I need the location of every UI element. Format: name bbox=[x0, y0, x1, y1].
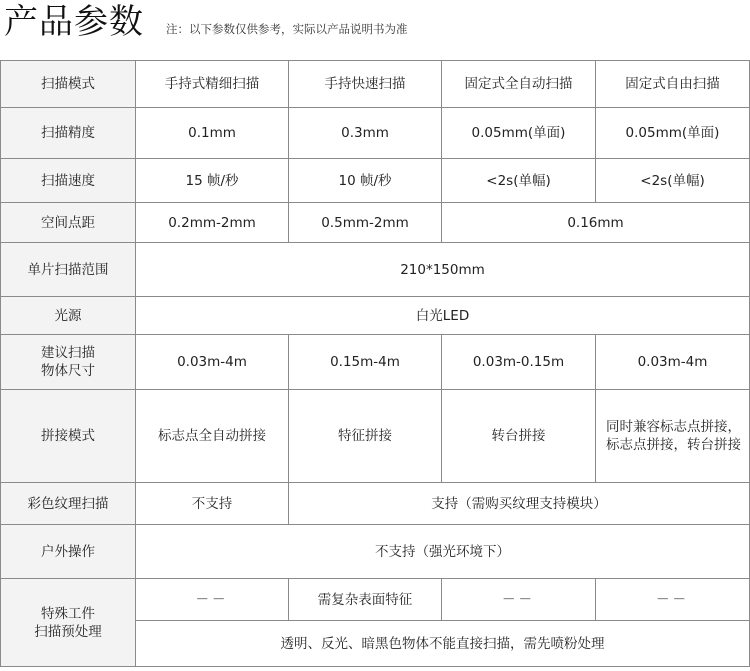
stitch-cell: 特征拼接 bbox=[289, 390, 442, 483]
object-size-cell: 0.03m-4m bbox=[136, 335, 289, 390]
row-label-outdoor: 户外操作 bbox=[1, 525, 136, 579]
row-label-stitch: 拼接模式 bbox=[1, 390, 136, 483]
mode-cell: 手持式精细扫描 bbox=[136, 61, 289, 108]
row-label-mode: 扫描模式 bbox=[1, 61, 136, 108]
outdoor-cell: 不支持（强光环境下） bbox=[136, 525, 750, 579]
row-label-speed: 扫描速度 bbox=[1, 159, 136, 203]
object-size-cell: 0.15m-4m bbox=[289, 335, 442, 390]
mode-cell: 固定式全自动扫描 bbox=[442, 61, 596, 108]
light-source-cell: 白光LED bbox=[136, 297, 750, 335]
special-cell: 需复杂表面特征 bbox=[289, 579, 442, 621]
stitch-cell: 同时兼容标志点拼接， 标志点拼接，转台拼接 bbox=[596, 390, 750, 483]
table-row-special bbox=[1, 579, 750, 621]
table-row-point-spacing bbox=[1, 203, 750, 243]
table-row-outdoor bbox=[1, 525, 750, 579]
precision-cell: 0.05mm(单面) bbox=[596, 108, 750, 159]
row-label-scan-range: 单片扫描范围 bbox=[1, 243, 136, 297]
mode-cell: 手持快速扫描 bbox=[289, 61, 442, 108]
special-cell: －－ bbox=[442, 579, 596, 621]
table-row-light-source bbox=[1, 297, 750, 335]
table-row-speed bbox=[1, 159, 750, 203]
point-spacing-cell: 0.16mm bbox=[442, 203, 750, 243]
stitch-cell: 标志点全自动拼接 bbox=[136, 390, 289, 483]
precision-cell: 0.1mm bbox=[136, 108, 289, 159]
speed-cell: 10 帧/秒 bbox=[289, 159, 442, 203]
row-label-texture: 彩色纹理扫描 bbox=[1, 483, 136, 525]
special-note-cell: 透明、反光、暗黑色物体不能直接扫描，需先喷粉处理 bbox=[136, 621, 750, 667]
scan-range-cell: 210*150mm bbox=[136, 243, 750, 297]
special-cell: －－ bbox=[136, 579, 289, 621]
table-row-scan-range bbox=[1, 243, 750, 297]
row-label-point-spacing: 空间点距 bbox=[1, 203, 136, 243]
table-row-precision bbox=[1, 108, 750, 159]
object-size-cell: 0.03m-4m bbox=[596, 335, 750, 390]
row-label-special: 特殊工件 扫描预处理 bbox=[1, 579, 136, 667]
texture-cell: 不支持 bbox=[136, 483, 289, 525]
speed-cell: <2s(单幅) bbox=[442, 159, 596, 203]
point-spacing-cell: 0.5mm-2mm bbox=[289, 203, 442, 243]
mode-cell: 固定式自由扫描 bbox=[596, 61, 750, 108]
row-label-precision: 扫描精度 bbox=[1, 108, 136, 159]
row-label-light-source: 光源 bbox=[1, 297, 136, 335]
spec-table bbox=[0, 60, 750, 667]
table-row-texture bbox=[1, 483, 750, 525]
row-label-object-size: 建议扫描 物体尺寸 bbox=[1, 335, 136, 390]
speed-cell: <2s(单幅) bbox=[596, 159, 750, 203]
speed-cell: 15 帧/秒 bbox=[136, 159, 289, 203]
table-row-stitch bbox=[1, 390, 750, 483]
page-title: 产品参数 bbox=[4, 2, 144, 42]
object-size-cell: 0.03m-0.15m bbox=[442, 335, 596, 390]
table-row-mode bbox=[1, 61, 750, 108]
point-spacing-cell: 0.2mm-2mm bbox=[136, 203, 289, 243]
precision-cell: 0.3mm bbox=[289, 108, 442, 159]
texture-cell: 支持（需购买纹理支持模块） bbox=[289, 483, 750, 525]
table-row-object-size bbox=[1, 335, 750, 390]
precision-cell: 0.05mm(单面) bbox=[442, 108, 596, 159]
stitch-cell: 转台拼接 bbox=[442, 390, 596, 483]
special-cell: －－ bbox=[596, 579, 750, 621]
disclaimer-note: 注：以下参数仅供参考，实际以产品说明书为准 bbox=[166, 22, 408, 36]
page-header bbox=[0, 0, 750, 60]
